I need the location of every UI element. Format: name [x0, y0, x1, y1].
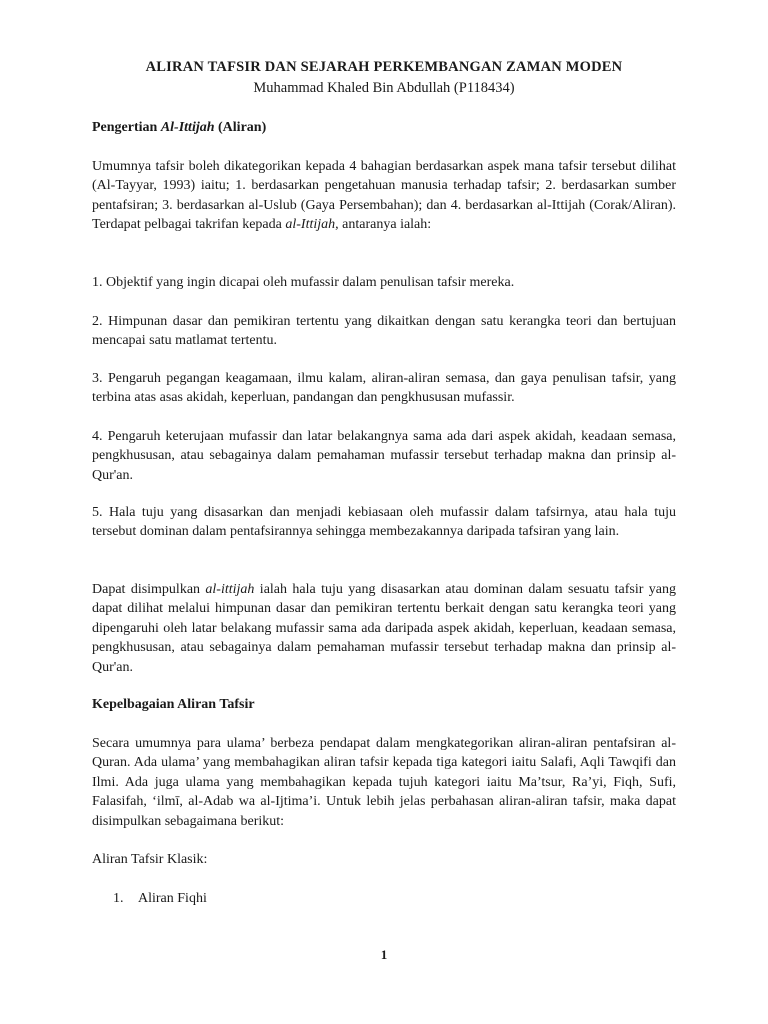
definition-point-5: 5. Hala tuju yang disasarkan dan menjadi kebiasaan oleh mufassir dalam tafsirnya, atau hala tuju tersebut dominan dalam pentafsirannya sehingga membezakannya daripada tafsiran yang lain.: [92, 505, 676, 540]
conclusion-italic-term: al-ittijah: [205, 582, 255, 597]
definition-point-1: 1. Objektif yang ingin dicapai oleh mufassir dalam penulisan tafsir mereka.: [92, 275, 515, 290]
conclusion-text-1: Dapat disimpulkan: [92, 582, 206, 597]
definition-point-3: 3. Pengaruh pegangan keagamaan, ilmu kalam, aliran-aliran semasa, dan gaya penulisan tafsir, yang terbina atas asas akidah, keperluan, pandangan dan pengkhususan mufassir.: [92, 371, 676, 406]
definition-point-2: 2. Himpunan dasar dan pemikiran tertentu yang dikaitkan dengan satu kerangka teori dan bertujuan mencapai satu matlamat tertentu.: [92, 314, 676, 349]
conclusion-text-2: ialah hala tuju yang disasarkan atau dominan dalam sesuatu tafsir yang dapat dilihat melalui himpunan dasar dan pemikiran tertentu berkait dengan satu kerangka teori yang dipengaruhi oleh latar belakang mufassir sama ada daripada aspek akidah, keperluan, keadaan semasa, pengkhususan, atau sebagainya dalam pemahaman mufassir tersebut terhadap makna dan prinsip al-Qur'an.: [92, 582, 676, 675]
subheading-klasik: Aliran Tafsir Klasik:: [92, 852, 208, 867]
heading-italic-term: Al-Ittijah: [160, 120, 215, 135]
heading-suffix: (Aliran): [214, 120, 267, 135]
page-number: 1: [380, 947, 388, 962]
list-item-number: 1.: [113, 891, 124, 906]
definition-point-4: 4. Pengaruh keterujaan mufassir dan latar belakangnya sama ada dari aspek akidah, keadaan semasa, pengkhususan, atau sebagainya dalam pemahaman mufassir tersebut terhadap makna dan prinsip al-Qur'an.: [92, 429, 676, 483]
intro-text-1: Umumnya tafsir boleh dikategorikan kepada 4 bahagian berdasarkan aspek mana tafsir tersebut dilihat (Al-Tayyar, 1993) iaitu; 1. berdasarkan pengetahuan manusia terhadap tafsir; 2. berdasarkan sumber pentafsiran; 3. berdasarkan al-Uslub (Gaya Persembahan); dan 4. berdasarkan al-Ittijah (Corak/Aliran). Terdapat pelbagai takrifan kepada: [92, 159, 676, 233]
kepelbagaian-paragraph: Secara umumnya para ulama’ berbeza pendapat dalam mengkategorikan aliran-aliran pentafsiran al-Quran. Ada ulama’ yang membahagikan aliran tafsir kepada tiga kategori iaitu Salafi, Aqli Tawqifi dan Ilmi. Ada juga ulama yang membahagikan kepada tujuh kategori iaitu Ma’tsur, Ra’yi, Fiqh, Sufi, Falasifah, ‘ilmī, al-Adab wa al-Ijtima’i. Untuk lebih jelas perbahasan aliran-aliran tafsir, maka dapat disimpulkan sebagaimana berikut:: [92, 736, 676, 829]
section-heading-pengertian: [92, 118, 676, 137]
section-heading-kepelbagaian: Kepelbagaian Aliran Tafsir: [92, 697, 255, 712]
conclusion-paragraph: [92, 580, 676, 677]
list-item: [113, 889, 207, 908]
document-title: ALIRAN TAFSIR DAN SEJARAH PERKEMBANGAN ZAMAN MODEN: [145, 59, 623, 75]
intro-paragraph: [92, 157, 676, 235]
intro-italic-term: al-Ittijah: [285, 217, 336, 233]
heading-prefix: Pengertian: [92, 120, 161, 135]
intro-text-2: , antaranya ialah:: [335, 217, 432, 233]
list-item-label: Aliran Fiqhi: [138, 891, 207, 906]
document-author: Muhammad Khaled Bin Abdullah (P118434): [253, 80, 515, 96]
